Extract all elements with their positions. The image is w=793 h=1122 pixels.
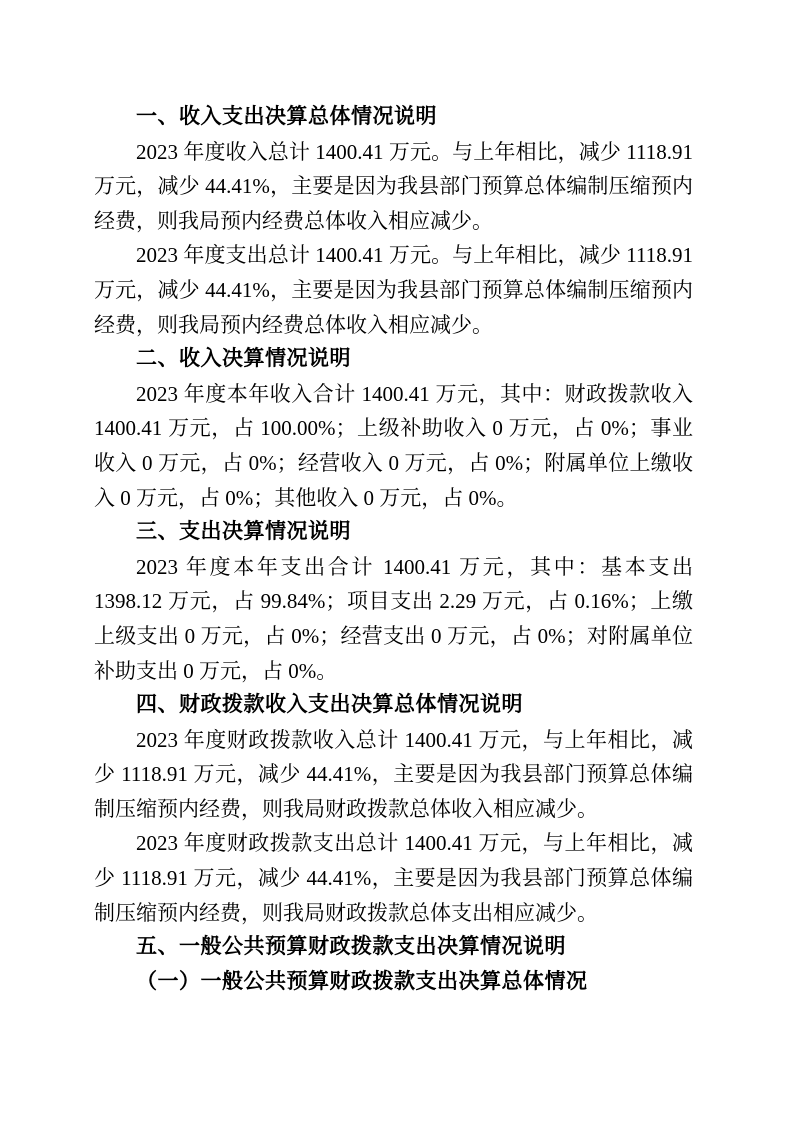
section-5-subheading: （一）一般公共预算财政拨款支出决算总体情况 [136, 969, 588, 993]
section-4-paragraph-2: 2023 年度财政拨款支出总计 1400.41 万元，与上年相比，减少 1118.91 万元，减少 44.41%，主要是因为我县部门预算总体编制压缩预内经费，则我局财政拨款总体支出相应减少。 [94, 831, 693, 925]
section-1-paragraph-2: 2023 年度支出总计 1400.41 万元。与上年相比，减少 1118.91 万元，减少 44.41%，主要是因为我县部门预算总体编制压缩预内经费，则我局预内经费总体收入相应减少。 [94, 243, 693, 337]
section-1-heading: 一、收入支出决算总体情况说明 [136, 105, 437, 128]
section-4-paragraph-1: 2023 年度财政拨款收入总计 1400.41 万元，与上年相比，减少 1118.91 万元，减少 44.41%，主要是因为我县部门预算总体编制压缩预内经费，则我局财政拨款总体收入相应减少。 [94, 727, 693, 821]
section-2-paragraph-1: 2023 年度本年收入合计 1400.41 万元，其中：财政拨款收入 1400.41 万元，占 100.00%；上级补助收入 0 万元，占 0%；事业收入 0 万元，占 0%；经营收入 0 万元，占 0%；附属单位上缴收入 0 万元，占 0%；其他收入 0 万元，占 0%。 [94, 381, 693, 510]
section-4-heading: 四、财政拨款收入支出决算总体情况说明 [136, 693, 523, 717]
section-1-paragraph-1: 2023 年度收入总计 1400.41 万元。与上年相比，减少 1118.91 万元，减少 44.41%，主要是因为我县部门预算总体编制压缩预内经费，则我局预内经费总体收入相应减少。 [94, 139, 693, 233]
section-5-heading: 五、一般公共预算财政拨款支出决算情况说明 [136, 935, 566, 959]
document-body [94, 100, 693, 999]
section-3-heading: 三、支出决算情况说明 [136, 520, 351, 544]
section-3-paragraph-1: 2023 年度本年支出合计 1400.41 万元，其中：基本支出 1398.12 万元，占 99.84%；项目支出 2.29 万元，占 0.16%；上缴上级支出 0 万元，占 0%；经营支出 0 万元，占 0%；对附属单位补助支出 0 万元，占 0%。 [94, 554, 693, 683]
section-2-heading: 二、收入决算情况说明 [136, 347, 351, 371]
